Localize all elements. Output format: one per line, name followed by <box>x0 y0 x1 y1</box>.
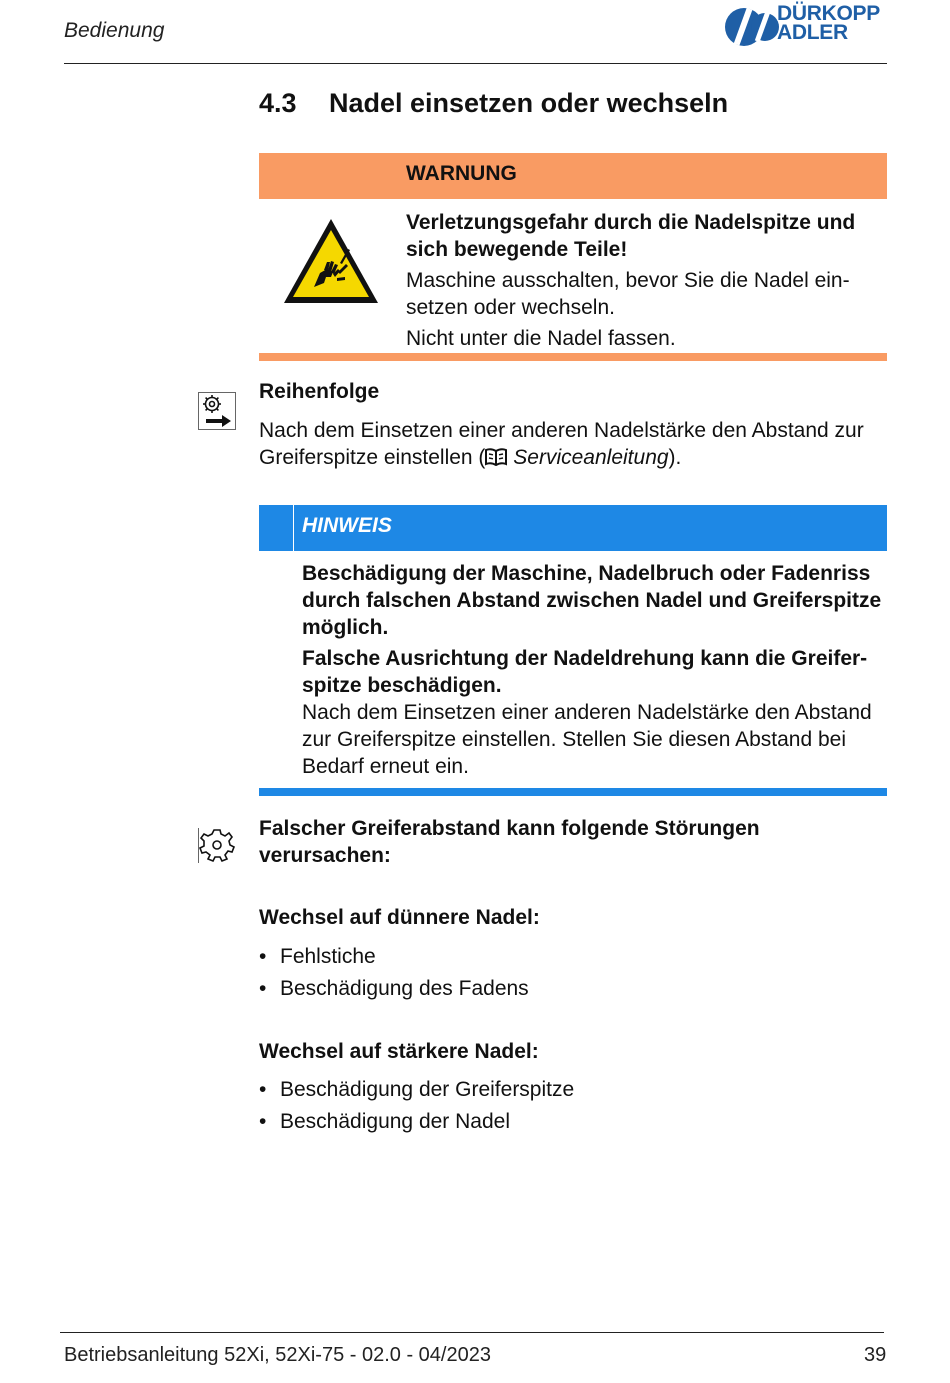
list-item-text: Beschädigung der Nadel <box>280 1110 510 1133</box>
faults-heading: Falscher Greiferabstand kann folgende Störungen verursachen: <box>259 817 760 867</box>
section-heading <box>259 88 728 119</box>
list-item: • Beschädigung der Greiferspitze <box>259 1078 575 1101</box>
thicker-needle-list <box>259 1074 574 1138</box>
service-manual-reference: Serviceanleitung <box>513 446 669 469</box>
footer-page-number: 39 <box>864 1344 887 1366</box>
thinner-needle-heading: Wechsel auf dünnere Nadel: <box>259 906 540 929</box>
sequence-text-main: Nach dem Einsetzen einer anderen Nadelstärke den Abstand zur Greiferspitze einstellen ( <box>259 419 864 469</box>
logo-line-1: DÜRKOPP <box>777 2 880 25</box>
list-item-text: Fehlstiche <box>280 945 376 968</box>
list-item: • Beschädigung des Fadens <box>259 977 529 1000</box>
thicker-needle-heading: Wechsel auf stärkere Nadel: <box>259 1040 539 1063</box>
list-item-text: Beschädigung der Greiferspitze <box>280 1078 575 1101</box>
list-item: • Beschädigung der Nadel <box>259 1110 510 1133</box>
notice-danger-text-1: Beschädigung der Maschine, Nadelbruch oder Fadenriss durch falschen Abstand zwischen Nadel und Greiferspitze möglich. <box>302 562 882 639</box>
notice-header-separator <box>293 505 294 551</box>
sequence-text-end: ). <box>668 446 682 469</box>
warning-instruction-2: Nicht unter die Nadel fassen. <box>406 327 676 350</box>
thinner-needle-list <box>259 941 529 1005</box>
notice-bottom-bar <box>259 788 887 796</box>
logo-wordmark <box>777 4 880 42</box>
footer-divider <box>60 1332 884 1333</box>
book-icon <box>485 448 507 466</box>
troubleshooting-gear-icon <box>198 826 236 864</box>
header-section-title: Bedienung <box>64 19 165 42</box>
logo-line-2: ADLER <box>777 21 848 44</box>
header-divider <box>64 63 887 64</box>
sequence-heading: Reihenfolge <box>259 380 380 403</box>
section-title-text: Nadel einsetzen oder wechseln <box>329 88 729 118</box>
section-number: 4.3 <box>259 88 297 118</box>
warning-instruction-1: Maschine ausschalten, bevor Sie die Nadel ein-setzen oder wechseln. <box>406 269 850 319</box>
warning-danger-text: Verletzungsgefahr durch die Nadelspitze und sich bewegende Teile! <box>406 211 856 261</box>
warning-bottom-bar <box>259 353 887 361</box>
hand-crush-hazard-icon <box>280 215 382 307</box>
footer-document-info: Betriebsanleitung 52Xi, 52Xi-75 - 02.0 - 04/2023 <box>64 1344 491 1366</box>
notice-danger-text-2: Falsche Ausrichtung der Nadeldrehung kann die Greifer-spitze beschädigen. <box>302 647 868 697</box>
list-item-text: Beschädigung des Fadens <box>280 977 529 1000</box>
warning-body <box>406 209 886 356</box>
notice-instruction: Nach dem Einsetzen einer anderen Nadelstärke den Abstand zur Greiferspitze einstellen. Stellen Sie diesen Abstand bei Bedarf erneut ein. <box>302 701 872 778</box>
sequence-text <box>259 417 889 471</box>
settings-gear-arrow-icon <box>198 392 236 430</box>
list-item: • Fehlstiche <box>259 945 376 968</box>
warning-label: WARNUNG <box>406 162 517 185</box>
warning-header-band <box>259 153 887 199</box>
notice-body <box>302 560 887 784</box>
notice-label: HINWEIS <box>302 514 392 537</box>
